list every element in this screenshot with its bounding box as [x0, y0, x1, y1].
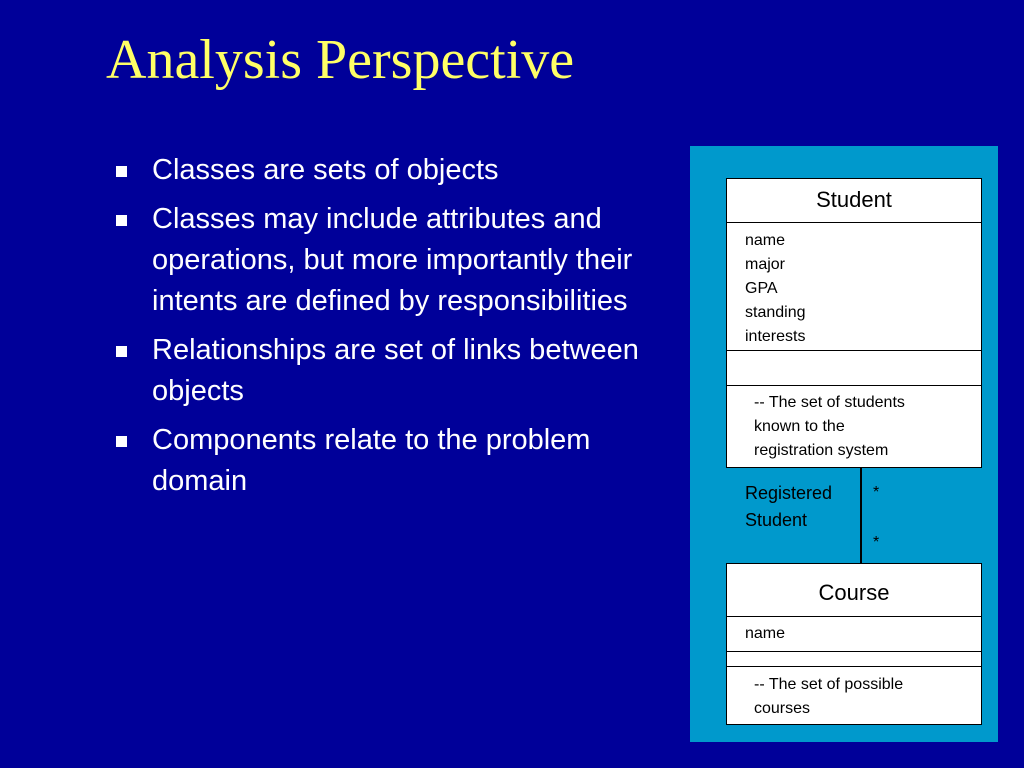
association-label: [745, 480, 832, 534]
slide-title: Analysis Perspective: [106, 29, 575, 91]
student-operations: [727, 351, 981, 386]
student-attribute: interests: [745, 328, 806, 345]
uml-diagram-panel: [690, 146, 998, 742]
association-label-line: Registered: [745, 483, 833, 503]
student-attribute: GPA: [745, 280, 778, 297]
association-line: [860, 468, 862, 564]
bullet-item: [112, 150, 682, 191]
multiplicity-bottom: *: [873, 534, 880, 551]
square-bullet-icon: [116, 166, 127, 177]
square-bullet-icon: [116, 215, 127, 226]
multiplicity-top: *: [873, 484, 880, 501]
course-class-name: Course: [727, 564, 981, 617]
course-responsibilities: [727, 667, 981, 725]
student-attribute: major: [745, 256, 786, 273]
bullet-item: [112, 420, 682, 502]
bullet-item: [112, 199, 682, 322]
bullet-text: Classes are sets of objects: [152, 154, 499, 186]
course-attribute: name: [745, 625, 786, 642]
square-bullet-icon: [116, 436, 127, 447]
student-note-line: registration system: [754, 442, 889, 459]
student-note-line: known to the: [754, 418, 845, 435]
bullet-list: [112, 150, 682, 510]
course-class-box: [726, 563, 982, 725]
student-attributes: [727, 223, 981, 351]
course-operations: [727, 652, 981, 667]
student-class-name: Student: [727, 179, 981, 223]
student-responsibilities: [727, 386, 981, 468]
association-label-line: Student: [745, 510, 808, 530]
bullet-text: Classes may include attributes and operations, but more importantly their intents are defined by responsibilities: [152, 203, 633, 317]
student-attribute: standing: [745, 304, 806, 321]
course-note-line: courses: [754, 700, 811, 717]
bullet-text: Relationships are set of links between objects: [152, 334, 639, 407]
bullet-text: Components relate to the problem domain: [152, 424, 591, 497]
course-attributes: [727, 617, 981, 652]
student-attribute: name: [745, 232, 786, 249]
student-class-box: [726, 178, 982, 468]
course-note-line: -- The set of possible: [754, 676, 904, 693]
bullet-item: [112, 330, 682, 412]
square-bullet-icon: [116, 346, 127, 357]
student-note-line: -- The set of students: [754, 394, 905, 411]
